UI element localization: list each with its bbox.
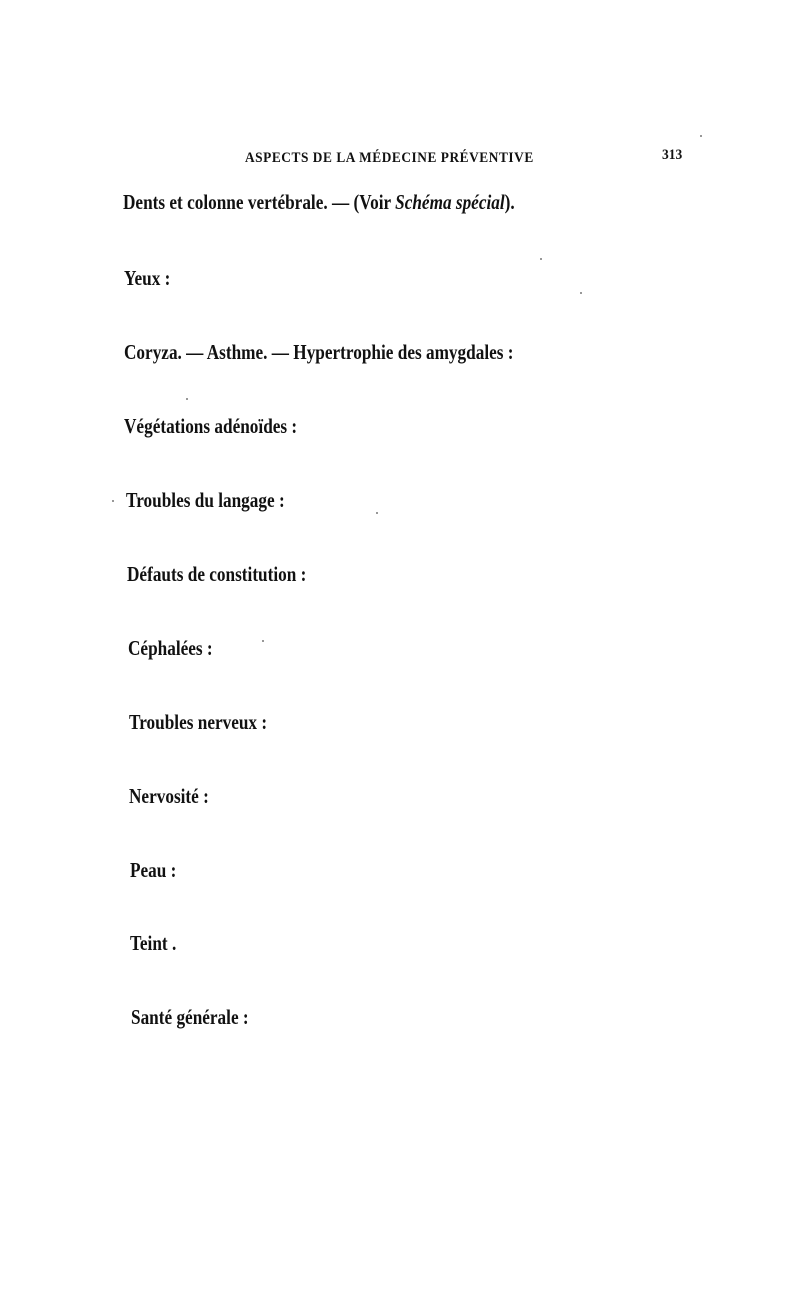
entry-nervosite: Nervosité : [129, 784, 209, 808]
scan-speck [376, 512, 378, 514]
entry-teint: Teint . [130, 931, 177, 955]
scan-speck [262, 640, 264, 642]
entry-peau: Peau : [130, 858, 177, 882]
scan-speck [540, 258, 542, 260]
page-number: 313 [662, 147, 683, 163]
scan-speck [700, 135, 702, 137]
entry-vegetations: Végétations adénoïdes : [124, 414, 298, 438]
running-head: ASPECTS DE LA MÉDECINE PRÉVENTIVE [245, 150, 534, 166]
entry-sante-generale: Santé générale : [131, 1005, 249, 1029]
entry-dents-colonne-italic: Schéma spécial [395, 190, 505, 214]
entry-troubles-nerveux: Troubles nerveux : [129, 710, 268, 734]
scan-speck [112, 500, 114, 502]
entry-cephalees: Céphalées : [128, 636, 213, 660]
entry-dents-colonne-text: Dents et colonne vertébrale. — (Voir [123, 190, 396, 214]
entry-dents-colonne [123, 190, 515, 215]
entry-troubles-langage: Troubles du langage : [126, 488, 285, 512]
scan-speck [186, 398, 188, 400]
entry-dents-colonne-close: ). [504, 190, 515, 214]
entry-yeux: Yeux : [124, 266, 171, 290]
scan-speck [580, 292, 582, 294]
entry-defauts-constitution: Défauts de constitution : [127, 562, 307, 586]
entry-coryza: Coryza. — Asthme. — Hypertrophie des amygdales : [124, 340, 514, 364]
